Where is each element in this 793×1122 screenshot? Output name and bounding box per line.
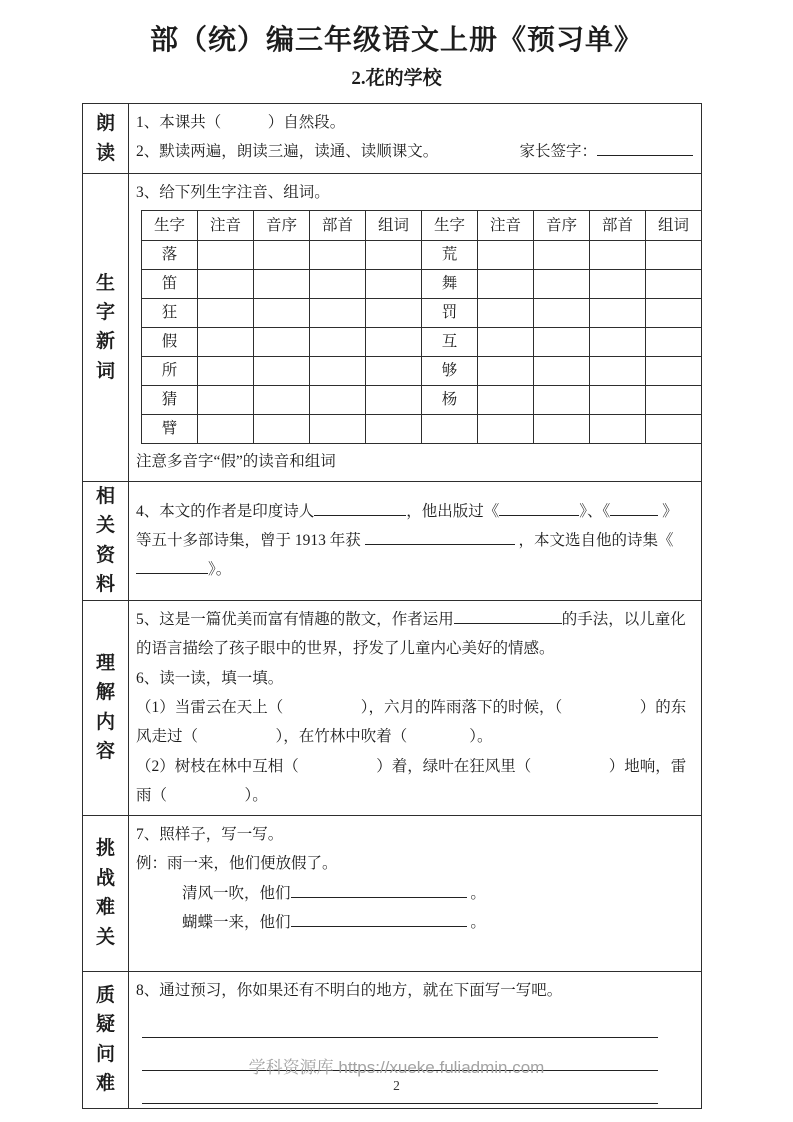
- zici-header-cell: 组词: [366, 211, 422, 241]
- empty-cell: [198, 328, 254, 357]
- empty-cell: [366, 270, 422, 299]
- empty-cell: [366, 415, 422, 444]
- zici-header-cell: 注音: [198, 211, 254, 241]
- zici-table: [141, 210, 702, 444]
- empty-cell: [366, 386, 422, 415]
- empty-cell: [534, 386, 590, 415]
- question-4-text: 》、《: [579, 502, 611, 520]
- section-label-reading: [83, 104, 129, 174]
- poems-blank-field: [136, 559, 208, 574]
- zici-header-cell: 注音: [478, 211, 534, 241]
- section-label-text: 质疑问难: [95, 985, 115, 1095]
- char-cell: 猜: [142, 386, 198, 415]
- empty-cell: [254, 415, 310, 444]
- zici-header-cell: 生字: [142, 211, 198, 241]
- section-label-related-info: [83, 481, 129, 600]
- zici-row: [142, 328, 702, 357]
- empty-cell: [366, 241, 422, 270]
- footer-watermark: 学科资源库 https://xueke.fuliadmin.com: [248, 1058, 545, 1077]
- question-5-text: 的手法，以儿童化的语言描绘了孩子眼中的世界，抒发了儿童内心美好的情感。: [136, 610, 686, 658]
- empty-cell: [646, 241, 702, 270]
- sentence-2: [182, 908, 693, 937]
- challenge-content: [129, 815, 702, 971]
- question-6-1: （1）当雷云在天上（ ），六月的阵雨落下的时候，（ ）的东风走过（ ），在竹林中吹着（ ）。: [136, 698, 687, 746]
- empty-cell: [646, 270, 702, 299]
- empty-cell: [590, 241, 646, 270]
- question-4-text: 等五十多部诗集，曾于 1913 年获: [136, 532, 361, 550]
- section-label-challenge: [83, 815, 129, 971]
- question-4-text: 》: [658, 502, 678, 520]
- empty-cell: [478, 299, 534, 328]
- question-4: [136, 497, 693, 585]
- empty-cell: [198, 357, 254, 386]
- parent-signature: [519, 137, 693, 166]
- empty-cell: [478, 241, 534, 270]
- empty-cell: [646, 415, 702, 444]
- empty-cell: [254, 270, 310, 299]
- sentence-1-blank-field: [291, 883, 467, 898]
- empty-cell: [534, 299, 590, 328]
- empty-cell: [254, 299, 310, 328]
- char-cell: 够: [422, 357, 478, 386]
- char-cell: 笛: [142, 270, 198, 299]
- empty-cell: [198, 241, 254, 270]
- char-cell: 臂: [142, 415, 198, 444]
- worksheet-table: [82, 103, 702, 1109]
- question-8: 8、通过预习，你如果还有不明白的地方，就在下面写一写吧。: [136, 981, 563, 999]
- empty-cell: [310, 270, 366, 299]
- zici-header-row: [142, 211, 702, 241]
- empty-cell: [534, 357, 590, 386]
- book1-blank-field: [499, 501, 579, 516]
- question-3: 3、给下列生字注音、组词。: [136, 184, 330, 201]
- zici-row: [142, 386, 702, 415]
- lesson-title: 2.花的学校: [351, 68, 442, 89]
- empty-cell: [310, 386, 366, 415]
- sentence-2-period: 。: [470, 914, 486, 931]
- write-line: [142, 1005, 658, 1038]
- signature-label: 家长签字：: [519, 143, 597, 161]
- empty-cell: [254, 241, 310, 270]
- char-cell: 狂: [142, 299, 198, 328]
- empty-cell: [310, 299, 366, 328]
- char-cell: 罚: [422, 299, 478, 328]
- empty-cell: [534, 415, 590, 444]
- question-2: 2、默读两遍，朗读三遍，读通、读顺课文。: [136, 143, 439, 161]
- empty-cell: [478, 415, 534, 444]
- question-4-text: ，他出版过《: [406, 502, 500, 520]
- question-4-text: 》。: [208, 561, 232, 579]
- section-comprehension: [83, 600, 702, 815]
- empty-cell: [310, 357, 366, 386]
- question-1: 1、本课共（ ）自然段。: [136, 114, 346, 131]
- section-label-text: 挑战难关: [95, 838, 115, 948]
- question-5-text: 5、这是一篇优美而富有情趣的散文，作者运用: [136, 610, 454, 628]
- empty-cell: [534, 270, 590, 299]
- section-label-comprehension: [83, 600, 129, 815]
- page-title: 部（统）编三年级语文上册《预习单》: [149, 25, 643, 56]
- empty-cell: [590, 386, 646, 415]
- empty-cell: [366, 357, 422, 386]
- empty-cell: [478, 386, 534, 415]
- section-label-text: 理解内容: [95, 652, 115, 763]
- example-sentence: 例：雨一来，他们便放假了。: [136, 855, 338, 873]
- char-cell: 互: [422, 328, 478, 357]
- empty-cell: [646, 328, 702, 357]
- empty-cell: [198, 270, 254, 299]
- empty-cell: [590, 357, 646, 386]
- empty-cell: [198, 299, 254, 328]
- empty-cell: [646, 386, 702, 415]
- zici-header-cell: 部首: [310, 211, 366, 241]
- char-cell: [422, 415, 478, 444]
- zici-header-cell: 音序: [254, 211, 310, 241]
- section-label-new-words: [83, 174, 129, 482]
- question-4-text: 4、本文的作者是印度诗人: [136, 502, 315, 520]
- question-7: 7、照样子，写一写。: [136, 825, 284, 843]
- char-cell: 杨: [422, 386, 478, 415]
- empty-cell: [590, 299, 646, 328]
- char-cell: 荒: [422, 241, 478, 270]
- empty-cell: [590, 328, 646, 357]
- char-cell: 舞: [422, 270, 478, 299]
- empty-cell: [478, 357, 534, 386]
- sentence-2-blank-field: [291, 912, 467, 927]
- empty-cell: [478, 328, 534, 357]
- empty-cell: [254, 386, 310, 415]
- section-label-text: 相关资料: [95, 485, 115, 596]
- question-6-2: （2）树枝在林中互相（ ）着，绿叶在狂风里（ ）地响，雷雨（ ）。: [136, 757, 687, 805]
- empty-cell: [590, 270, 646, 299]
- question-6: 6、读一读，填一填。: [136, 669, 284, 687]
- sentence-1: [182, 879, 693, 908]
- zici-row: [142, 270, 702, 299]
- char-cell: 所: [142, 357, 198, 386]
- zici-header-cell: 部首: [590, 211, 646, 241]
- polyphone-note: 注意多音字“假”的读音和组词: [136, 453, 336, 471]
- book2-blank-field: [610, 501, 658, 516]
- zici-row: [142, 299, 702, 328]
- empty-cell: [478, 270, 534, 299]
- zici-row: [142, 357, 702, 386]
- section-reading: [83, 104, 702, 174]
- section-label-text: 生字新词: [95, 272, 115, 382]
- page-number: 2: [393, 1078, 400, 1093]
- zici-header-cell: 生字: [422, 211, 478, 241]
- prize-blank-field: [365, 530, 515, 545]
- section-label-text: 朗读: [95, 113, 115, 164]
- zici-row: [142, 241, 702, 270]
- sentence-1-text: 清风一吹，他们: [182, 884, 291, 902]
- zici-header-cell: 组词: [646, 211, 702, 241]
- empty-cell: [198, 415, 254, 444]
- zici-header-cell: 音序: [534, 211, 590, 241]
- section-related-info: [83, 481, 702, 600]
- empty-cell: [198, 386, 254, 415]
- empty-cell: [254, 357, 310, 386]
- empty-cell: [366, 328, 422, 357]
- question-4-text: ，本文选自他的诗集: [518, 532, 659, 550]
- author-blank-field: [314, 501, 406, 516]
- empty-cell: [310, 415, 366, 444]
- question-4-text: 《: [658, 532, 674, 550]
- empty-cell: [534, 328, 590, 357]
- empty-cell: [646, 299, 702, 328]
- empty-cell: [254, 328, 310, 357]
- empty-cell: [646, 357, 702, 386]
- comprehension-content: [129, 600, 702, 815]
- signature-blank-field: [597, 141, 693, 156]
- question-2-line: [136, 137, 693, 166]
- char-cell: 假: [142, 328, 198, 357]
- section-challenge: [83, 815, 702, 971]
- empty-cell: [590, 415, 646, 444]
- empty-cell: [534, 241, 590, 270]
- question-5: [136, 605, 693, 664]
- zici-row: [142, 415, 702, 444]
- technique-blank-field: [454, 609, 562, 624]
- section-new-words: [83, 174, 702, 482]
- sentence-1-period: 。: [470, 884, 486, 902]
- empty-cell: [310, 328, 366, 357]
- sentence-2-text: 蝴蝶一来，他们: [182, 914, 291, 931]
- new-words-content: [129, 174, 702, 482]
- related-info-content: [129, 481, 702, 600]
- empty-cell: [366, 299, 422, 328]
- char-cell: 落: [142, 241, 198, 270]
- reading-content: [129, 104, 702, 174]
- empty-cell: [310, 241, 366, 270]
